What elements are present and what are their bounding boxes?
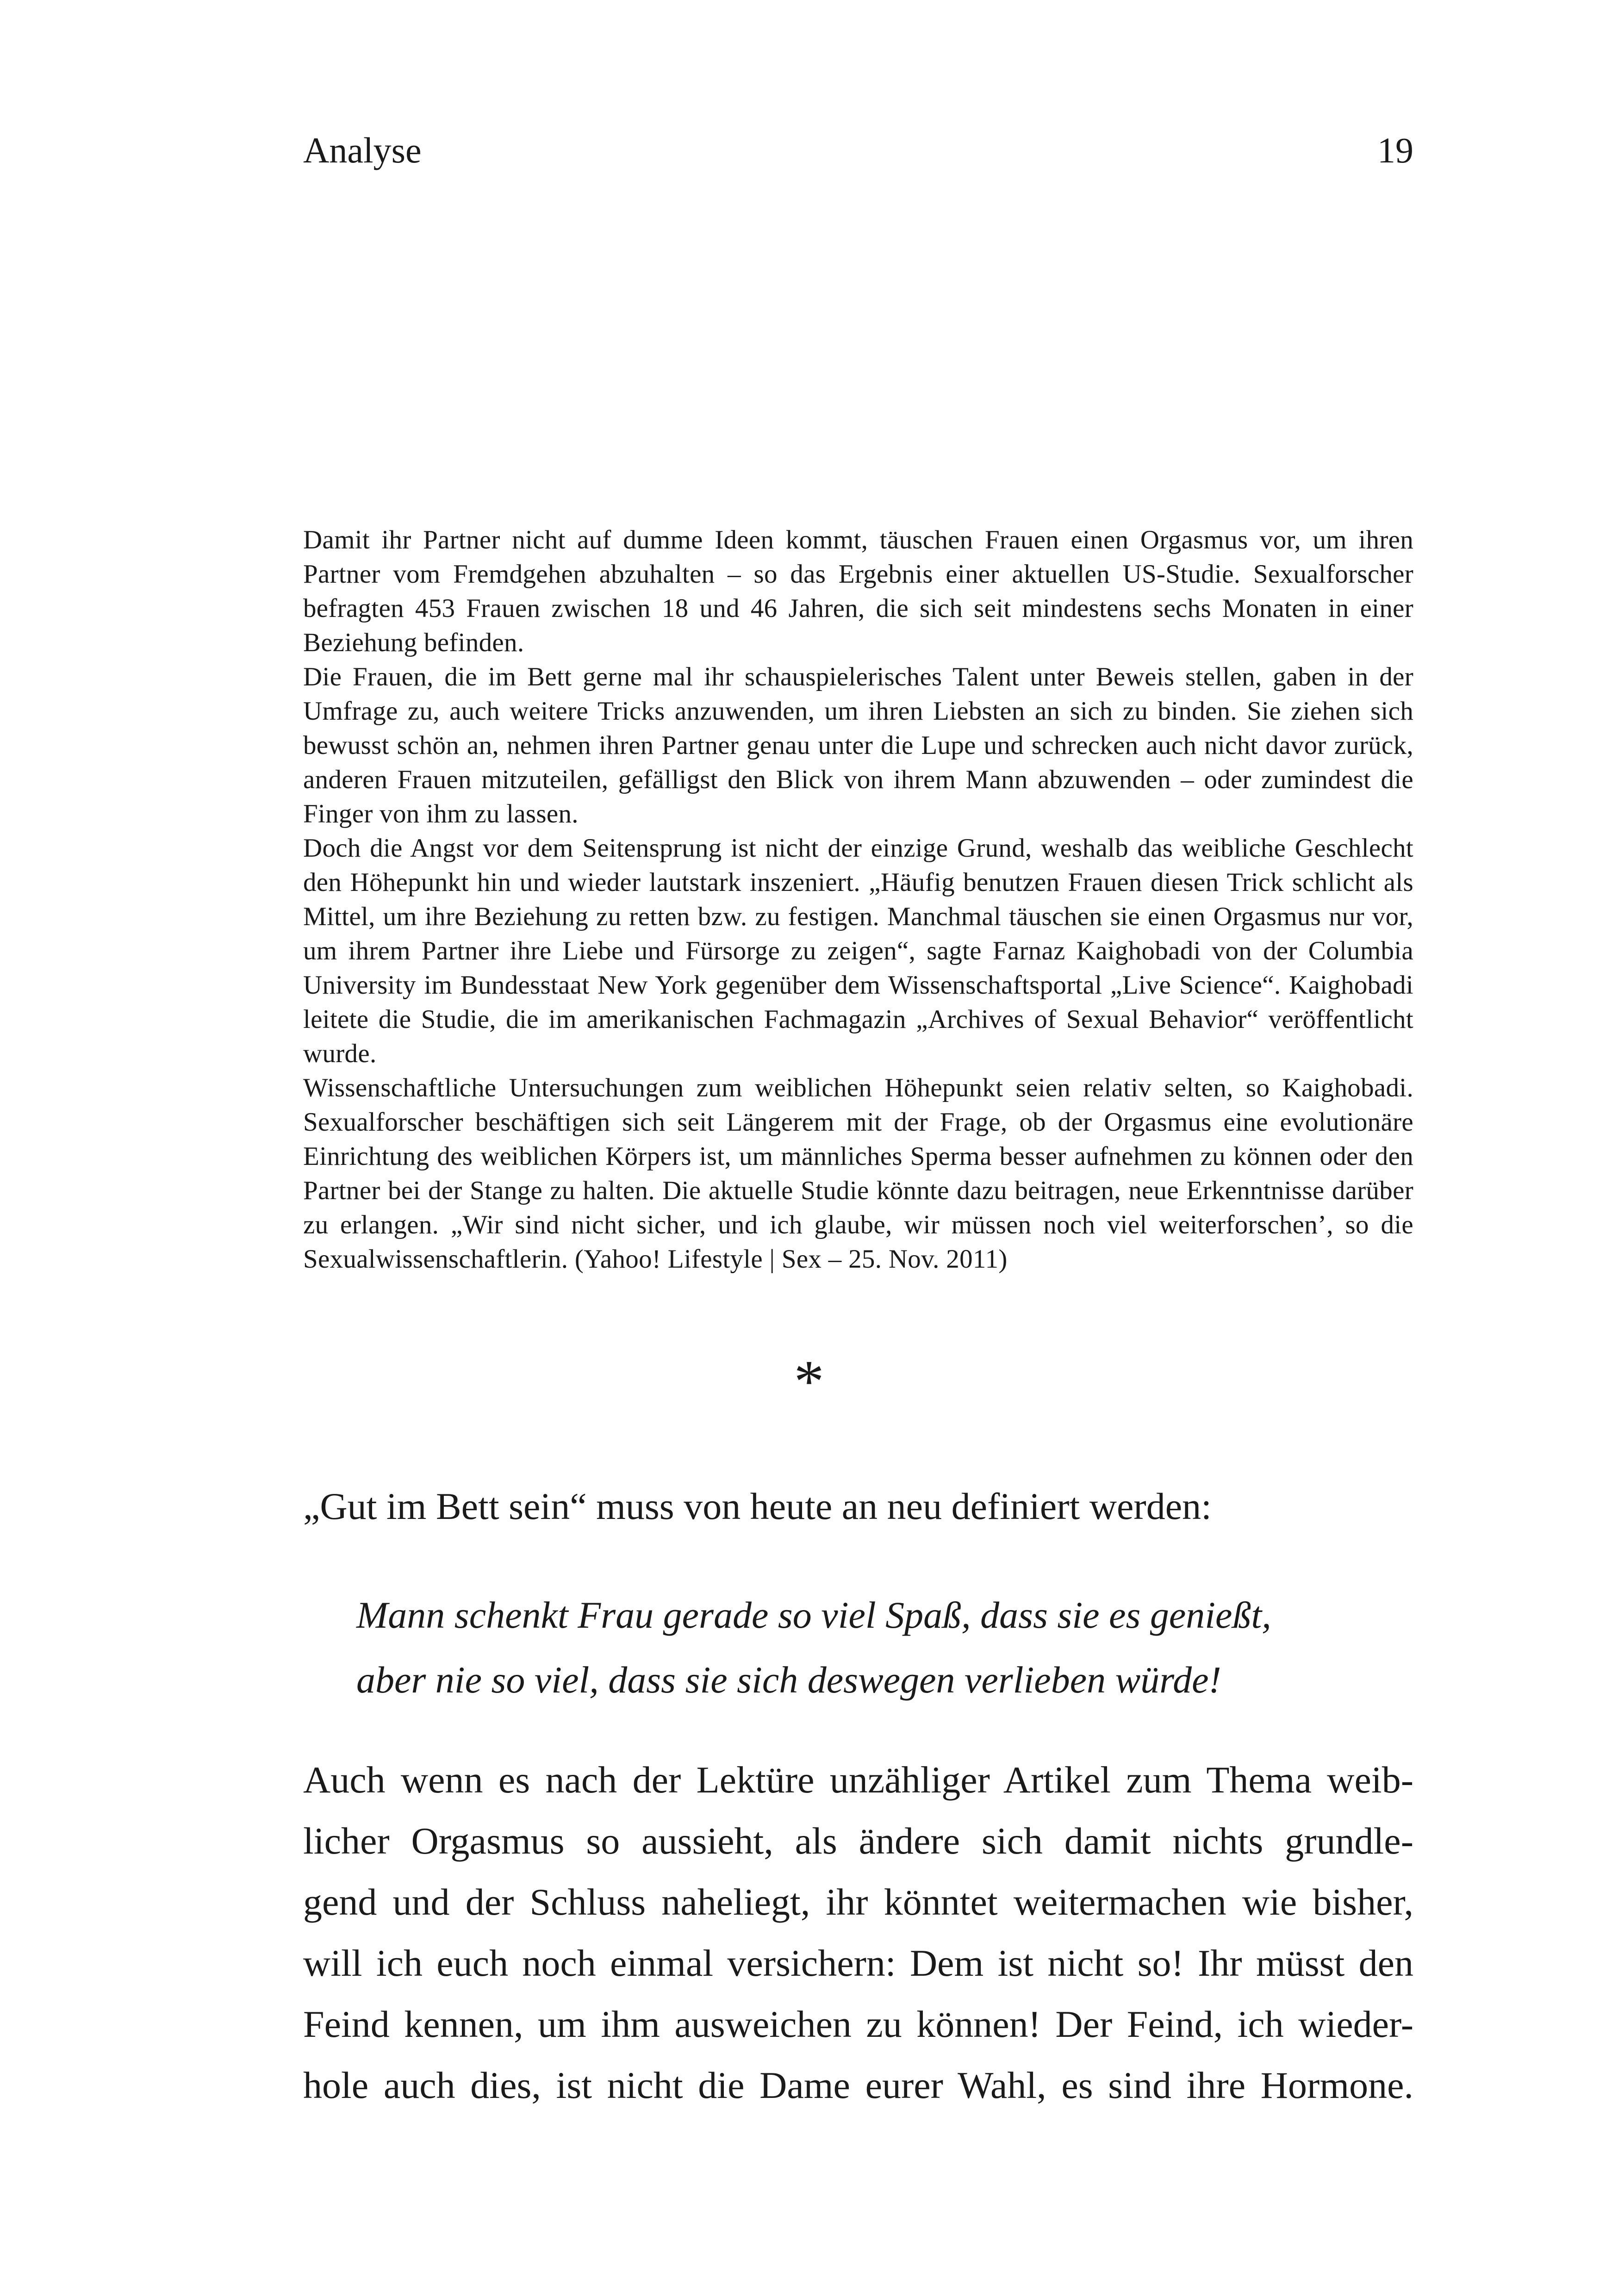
quote-paragraph: Doch die Angst vor dem Seitensprung ist nicht der einzige Grund, weshalb das weibliche Geschlecht den Höhepunkt hin und wieder lautstark inszeniert. „Häufig benutzen Frauen diesen Trick schlicht als Mittel, um ihre Beziehung zu retten bzw. zu festigen. Manchmal täuschen sie einen Orgasmus nur vor, um ihrem Partner ihre Liebe und Fürsorge zu zeigen“, sagte Farnaz Kaighobadi von der Columbia University im Bundesstaat New York gegenüber dem Wissenschaftsportal „Live Science“. Kaighobadi leitete die Studie, die im amerikanischen Fachmagazin „Archives of Sexual Behavior“ veröffentlicht wurde. xyxy=(303,834,1413,1068)
body-line: hole auch dies, ist nicht die Dame eurer Wahl, es sind ihre Hormone. xyxy=(303,2064,1413,2106)
section-separator: * xyxy=(794,1348,824,1415)
quoted-article xyxy=(303,523,1413,1276)
motto-line: aber nie so viel, dass sie sich deswegen verlieben würde! xyxy=(356,1659,1221,1701)
lead-sentence: „Gut im Bett sein“ muss von heute an neu definiert werden: xyxy=(303,1485,1212,1527)
quote-paragraph: Damit ihr Partner nicht auf dumme Ideen kommt, täuschen Frauen einen Orgasmus vor, um ihren Partner vom Fremdgehen abzuhalten – so das Ergebnis einer aktuellen US-Studie. Sexualforscher befragten 453 Frauen zwischen 18 und 46 Jahren, die sich seit mindestens sechs Monaten in einer Beziehung befinden. xyxy=(303,525,1413,657)
quote-paragraph: Wissenschaftliche Untersuchungen zum weiblichen Höhepunkt seien relativ selten, so Kaighobadi. Sexualforscher beschäftigen sich seit Längerem mit der Frage, ob der Orgasmus eine evolutionäre Einrichtung des weiblichen Körpers ist, um männliches Sperma besser aufnehmen zu können oder den Partner bei der Stange zu halten. Die aktuelle Studie könnte dazu beitragen, neue Erkenntnisse darüber zu erlangen. „Wir sind nicht sicher, und ich glaube, wir müssen noch viel weiterforschen’, so die Sexualwissenschaftlerin. (Yahoo! Lifestyle | Sex – 25. Nov. 2011) xyxy=(303,1073,1413,1274)
body-paragraph xyxy=(303,1749,1413,2116)
motto-line: Mann schenkt Frau gerade so viel Spaß, dass sie es genießt, xyxy=(356,1594,1271,1636)
body-line: licher Orgasmus so aussieht, als ändere sich damit nichts grundle- xyxy=(303,1820,1413,1862)
quote-paragraph: Die Frauen, die im Bett gerne mal ihr schauspielerisches Talent unter Beweis stellen, gaben in der Umfrage zu, auch weitere Tricks anzuwenden, um ihren Liebsten an sich zu binden. Sie ziehen sich bewusst schön an, nehmen ihren Partner genau unter die Lupe und schrecken auch nicht davor zurück, anderen Frauen mitzuteilen, gefälligst den Blick von ihrem Mann abzuwenden – oder zumindest die Finger von ihm zu lassen. xyxy=(303,662,1413,828)
body-line: Auch wenn es nach der Lektüre unzähliger Artikel zum Thema weib- xyxy=(303,1759,1413,1801)
body-line: gend und der Schluss naheliegt, ihr könntet weitermachen wie bisher, xyxy=(303,1881,1413,1923)
running-title: Analyse xyxy=(303,130,422,170)
body-line: will ich euch noch einmal versichern: Dem ist nicht so! Ihr müsst den xyxy=(303,1942,1413,1984)
italic-motto xyxy=(356,1583,1413,1712)
page-number: 19 xyxy=(1377,130,1413,170)
running-header xyxy=(303,125,1413,176)
body-line: Feind kennen, um ihm ausweichen zu können! Der Feind, ich wieder- xyxy=(303,2003,1413,2045)
